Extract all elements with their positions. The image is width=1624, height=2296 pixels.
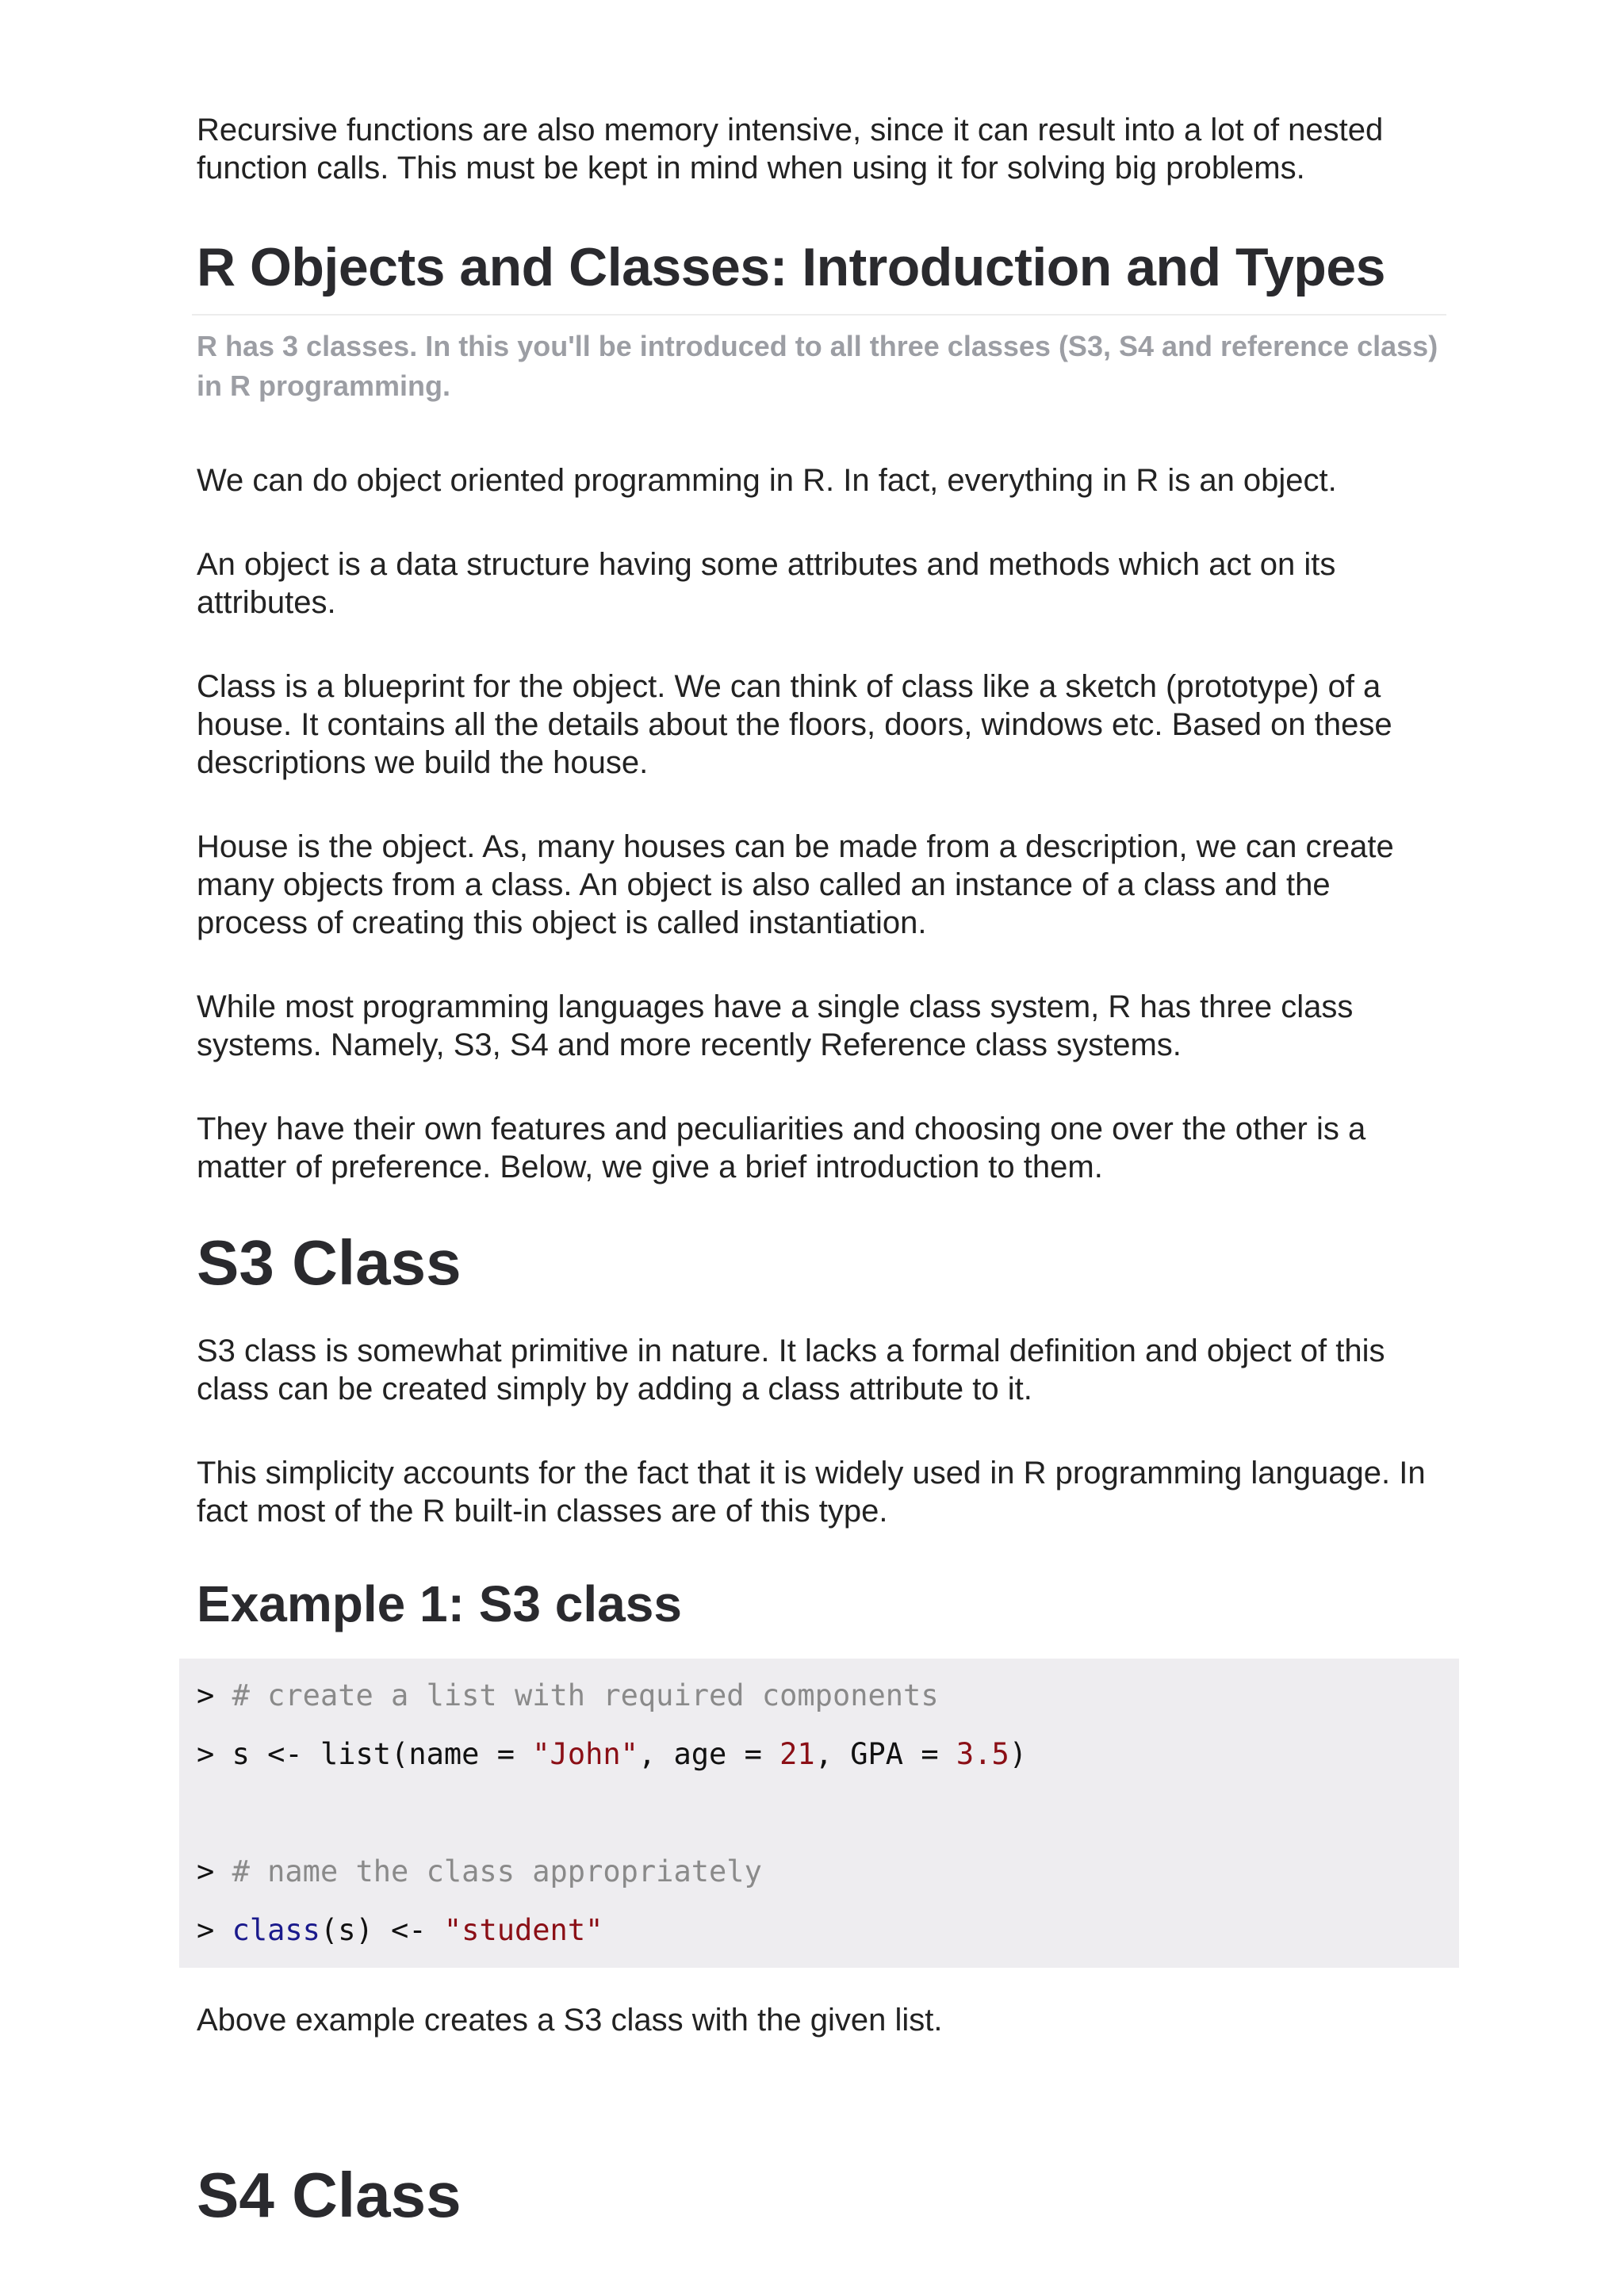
s3-simplicity-paragraph: This simplicity accounts for the fact that it is widely used in R programming language. In fact most of the R built-in classes are of this type. xyxy=(197,1456,1426,1529)
code-line: > s <- list(name = "John", age = 21, GPA = 3.5) xyxy=(197,1737,1028,1771)
code-line: > # name the class appropriately xyxy=(197,1854,762,1888)
object-definition-paragraph: An object is a data structure having some attributes and methods which act on its attributes. xyxy=(197,547,1336,620)
article-title: R Objects and Classes: Introduction and Types xyxy=(197,237,1385,297)
class-definition-paragraph: Class is a blueprint for the object. We can think of class like a sketch (prototype) of a house. It contains all the details about the floors, doors, windows etc. Based on these descriptions we build the house. xyxy=(197,669,1392,780)
code-line: > # create a list with required components xyxy=(197,1678,939,1712)
title-divider xyxy=(192,314,1446,316)
code-block xyxy=(179,1659,1459,1968)
s3-example-note: Above example creates a S3 class with the given list. xyxy=(197,2003,943,2038)
oop-paragraph: We can do object oriented programming in R. In fact, everything in R is an object. xyxy=(197,463,1337,498)
recursion-paragraph: Recursive functions are also memory intensive, since it can result into a lot of nested function calls. This must be kept in mind when using it for solving big problems. xyxy=(197,113,1384,186)
code-comment: # name the class appropriately xyxy=(232,1854,762,1888)
article-content xyxy=(197,111,1442,2264)
code-blank-line xyxy=(197,1784,1442,1843)
house-paragraph: House is the object. As, many houses can be made from a description, we can create many objects from a class. An object is also called an instance of a class and the process of creating this object is called instantiation. xyxy=(197,829,1394,940)
class-systems-paragraph: While most programming languages have a single class system, R has three class systems. Namely, S3, S4 and more recently Reference class systems. xyxy=(197,989,1354,1062)
code-line: > class(s) <- "student" xyxy=(197,1913,603,1947)
example-1-heading: Example 1: S3 class xyxy=(197,1575,682,1632)
features-paragraph: They have their own features and peculiarities and choosing one over the other is a matter of preference. Below, we give a brief introduction to them. xyxy=(197,1112,1366,1184)
s3-intro-paragraph: S3 class is somewhat primitive in nature. It lacks a formal definition and object of this class can be created simply by adding a class attribute to it. xyxy=(197,1334,1385,1406)
code-comment: # create a list with required components xyxy=(232,1678,939,1712)
article-lead: R has 3 classes. In this you'll be introduced to all three classes (S3, S4 and reference class) in R programming. xyxy=(197,330,1438,402)
s3-class-heading: S3 Class xyxy=(197,1227,462,1298)
s4-class-heading: S4 Class xyxy=(197,2160,462,2230)
